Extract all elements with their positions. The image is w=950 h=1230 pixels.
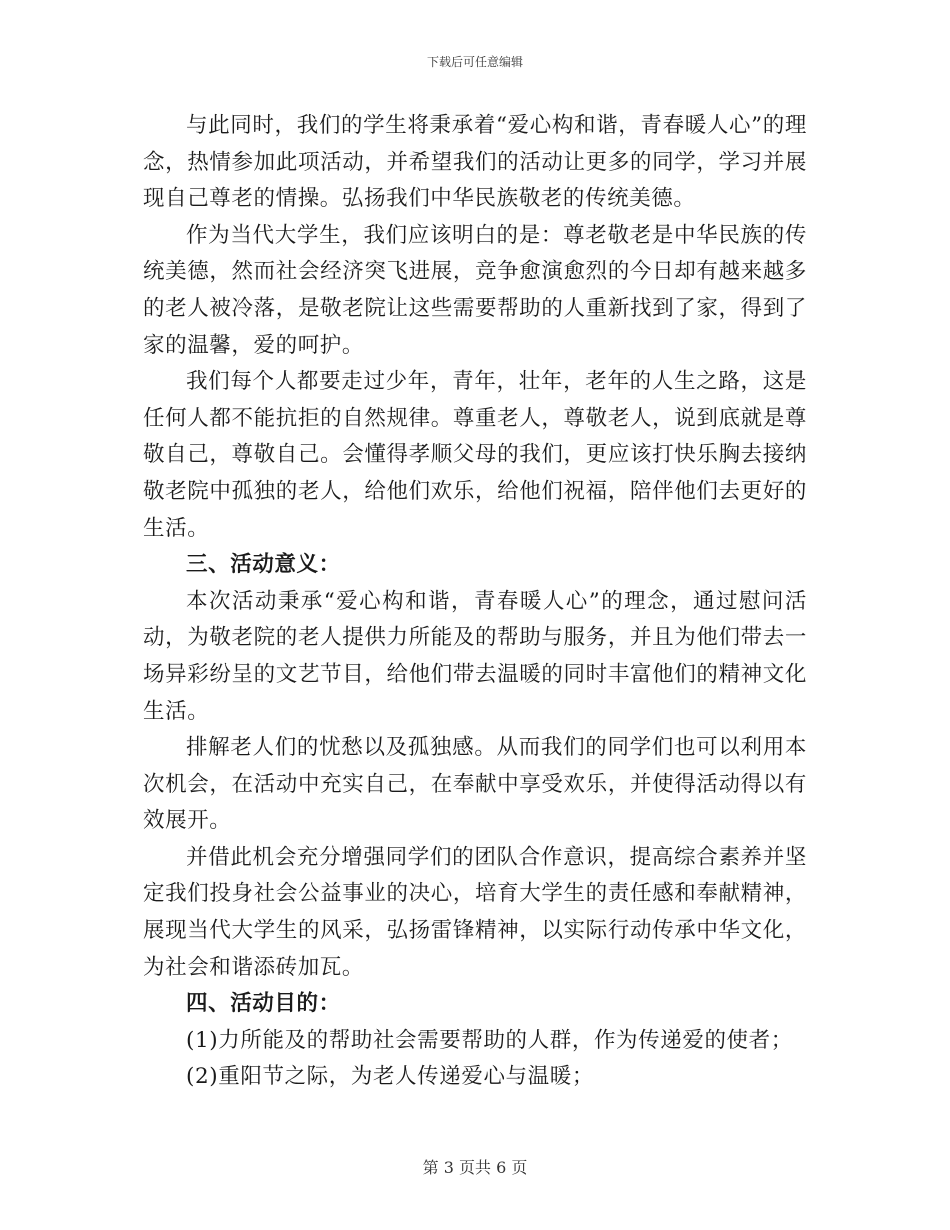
list-item: (1)力所能及的帮助社会需要帮助的人群，作为传递爱的使者；	[186, 1027, 793, 1053]
paragraph: 作为当代大学生，我们应该明白的是：尊老敬老是中华民族的传统美德，然而社会经济突飞进展，竞争愈演愈烈的今日却有越来越多的老人被冷落，是敬老院让这些需要帮助的人重新找到了家，得到了家的温馨，爱的呵护。	[143, 222, 807, 358]
page-header: 下载后可任意编辑	[426, 55, 523, 69]
list-item: (2)重阳节之际，为老人传递爱心与温暖；	[186, 1064, 594, 1090]
paragraph: 与此同时，我们的学生将秉承着“爱心构和谐，青春暖人心”的理念，热情参加此项活动，并希望我们的活动让更多的同学，学习并展现自己尊老的情操。弘扬我们中华民族敬老的传统美德。	[143, 113, 807, 212]
section-heading-purpose: 四、活动目的：	[186, 991, 341, 1017]
paragraph: 排解老人们的忧愁以及孤独感。从而我们的同学们也可以利用本次机会，在活动中充实自己，在奉献中享受欢乐，并使得活动得以有效展开。	[143, 735, 807, 834]
section-heading-meaning: 三、活动意义：	[186, 552, 341, 578]
paragraph: 本次活动秉承“爱心构和谐，青春暖人心”的理念，通过慰问活动，为敬老院的老人提供力所能及的帮助与服务，并且为他们带去一场异彩纷呈的文艺节目，给他们带去温暖的同时丰富他们的精神文化生活。	[143, 588, 807, 724]
paragraph: 并借此机会充分增强同学们的团队合作意识，提高综合素养并坚定我们投身社会公益事业的决心，培育大学生的责任感和奉献精神，展现当代大学生的风采，弘扬雷锋精神，以实际行动传承中华文化，为社会和谐添砖加瓦。	[143, 844, 807, 980]
page-footer: 第 3 页共 6 页	[422, 1158, 528, 1177]
document-body	[143, 108, 807, 1096]
paragraph: 我们每个人都要走过少年，青年，壮年，老年的人生之路，这是任何人都不能抗拒的自然规律。尊重老人，尊敬老人，说到底就是尊敬自己，尊敬自己。会懂得孝顺父母的我们，更应该打快乐胸去接纳敬老院中孤独的老人，给他们欢乐，给他们祝福，陪伴他们去更好的生活。	[143, 369, 807, 541]
